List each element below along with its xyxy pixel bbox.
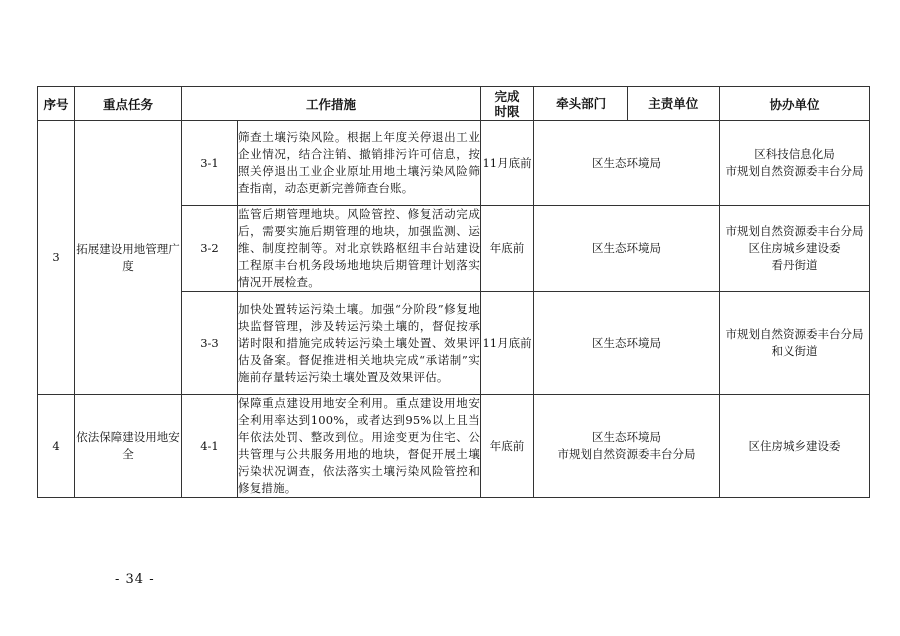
work-measures-table xyxy=(37,86,870,498)
coop-unit-line: 和义街道 xyxy=(771,344,818,358)
lead-dept-cell xyxy=(534,395,720,498)
coop-unit-cell xyxy=(720,121,870,206)
deadline-cell: 年底前 xyxy=(481,395,534,498)
header-deadline-line2: 时限 xyxy=(494,103,520,119)
measure-text-cell: 监管后期管理地块。风险管控、修复活动完成后，需要实施后期管理的地块，加强监测、运维、制度控制等。对北京铁路枢纽丰台站建设工程原丰台机务段场地地块后期管理计划落实情况开展检查。 xyxy=(238,206,481,292)
coop-unit-line: 区住房城乡建设委 xyxy=(748,241,841,255)
measure-text-cell: 筛查土壤污染风险。根据上年度关停退出工业企业情况，结合注销、撤销排污许可信息，按照关停退出工业企业原址用地土壤污染风险筛查指南，动态更新完善筛查台账。 xyxy=(238,121,481,206)
measure-id-cell: 3-3 xyxy=(182,292,238,395)
header-deadline xyxy=(481,87,534,121)
measure-id-cell: 3-1 xyxy=(182,121,238,206)
key-task-cell: 依法保障建设用地安全 xyxy=(75,395,182,498)
lead-dept-line: 市规划自然资源委丰台分局 xyxy=(557,447,696,461)
deadline-cell: 11月底前 xyxy=(481,292,534,395)
lead-dept-cell: 区生态环境局 xyxy=(534,292,720,395)
lead-dept-cell: 区生态环境局 xyxy=(534,206,720,292)
table-row xyxy=(38,121,870,206)
header-coop-unit: 协办单位 xyxy=(720,87,870,121)
header-main-unit: 主责单位 xyxy=(627,87,718,120)
measure-id-cell: 3-2 xyxy=(182,206,238,292)
deadline-cell: 11月底前 xyxy=(481,121,534,206)
coop-unit-line: 区住房城乡建设委 xyxy=(748,438,841,453)
coop-unit-line: 看丹街道 xyxy=(771,258,818,272)
measure-text-cell: 加快处置转运污染土壤。加强“分阶段”修复地块监督管理，涉及转运污染土壤的，督促按承诺时限和措施完成转运污染土壤处置、效果评估及备案。督促推进相关地块完成“承诺制”实施前存量转运污染土壤处置及效果评估。 xyxy=(238,292,481,395)
header-key-task: 重点任务 xyxy=(75,87,182,121)
header-lead-dept xyxy=(534,87,720,121)
seq-cell: 3 xyxy=(38,121,75,395)
header-deadline-line1: 完成 xyxy=(494,88,520,104)
header-seq: 序号 xyxy=(38,87,75,121)
header-lead-dept-label: 牵头部门 xyxy=(556,96,607,111)
coop-unit-cell xyxy=(720,206,870,292)
coop-unit-cell xyxy=(720,292,870,395)
coop-unit-line: 市规划自然资源委丰台分局 xyxy=(725,224,864,238)
lead-dept-line: 区生态环境局 xyxy=(592,430,662,444)
header-row xyxy=(38,87,870,121)
coop-unit-line: 市规划自然资源委丰台分局 xyxy=(725,164,864,178)
key-task-cell: 拓展建设用地管理广度 xyxy=(75,121,182,395)
deadline-cell: 年底前 xyxy=(481,206,534,292)
header-measures: 工作措施 xyxy=(182,87,481,121)
coop-unit-line: 区科技信息化局 xyxy=(754,147,835,161)
coop-unit-cell xyxy=(720,395,870,498)
measure-text-cell: 保障重点建设用地安全利用。重点建设用地安全利用率达到100%，或者达到95%以上且当年依法处罚、整改到位。用途变更为住宅、公共管理与公共服务用地的地块，督促开展土壤污染状况调查，依法落实土壤污染风险管控和修复措施。 xyxy=(238,395,481,498)
table-row xyxy=(38,395,870,498)
page-number: - 34 - xyxy=(115,572,155,587)
coop-unit-line: 市规划自然资源委丰台分局 xyxy=(725,327,864,341)
seq-cell: 4 xyxy=(38,395,75,498)
measure-id-cell: 4-1 xyxy=(182,395,238,498)
lead-dept-cell: 区生态环境局 xyxy=(534,121,720,206)
